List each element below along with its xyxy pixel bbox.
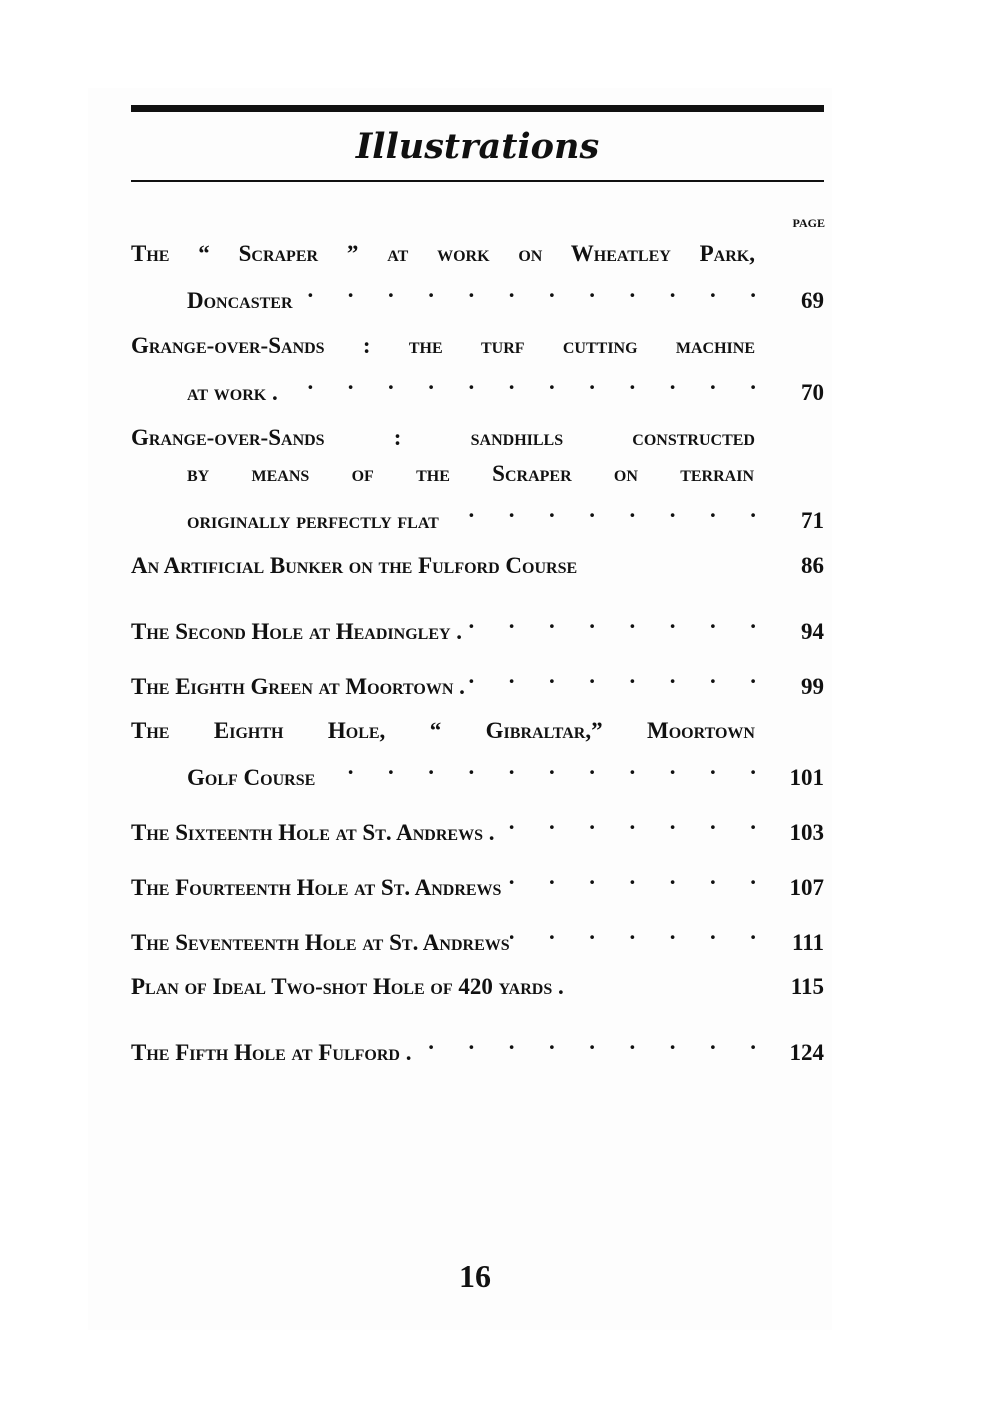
entry-text-line: The Eighth Hole, “ Gibraltar,” Moortown (131, 718, 755, 743)
entry-text-line: The Second Hole at Headingley . (131, 619, 463, 644)
entry-text-line: by means of the Scraper on terrain (187, 461, 754, 486)
entry-page-number: 86 (801, 553, 824, 578)
dot-leader (494, 804, 762, 840)
page-column-label: PAGE (792, 216, 825, 230)
header-thin-rule (131, 180, 824, 182)
entry-text-line: Golf Course (187, 765, 316, 790)
entry-text-line: The Sixteenth Hole at St. Andrews . (131, 820, 495, 845)
entry-text-line: Grange-over-Sands : sandhills constructed (131, 425, 755, 450)
dot-leader (465, 658, 762, 694)
entry-text-line: The Fifth Hole at Fulford . (131, 1040, 412, 1065)
entry-page-number: 101 (789, 765, 824, 790)
dot-leader (411, 1024, 762, 1060)
illustration-entry[interactable] (131, 420, 824, 533)
illustration-entry[interactable] (131, 328, 824, 405)
entry-text-line: The Fourteenth Hole at St. Andrews (131, 875, 502, 900)
entry-page-number: 107 (789, 875, 824, 900)
entry-text-line: The Eighth Green at Moortown . (131, 674, 465, 699)
entry-page-number: 103 (789, 820, 824, 845)
illustration-entry[interactable] (131, 603, 824, 644)
illustration-entry[interactable] (131, 1024, 824, 1065)
entry-text-line: Plan of Ideal Two-shot Hole of 420 yards . (131, 974, 564, 999)
page-title: Illustrations (355, 126, 600, 167)
entry-page-number: 69 (801, 288, 824, 313)
entry-text-line: Doncaster (187, 288, 293, 313)
entry-page-number: 71 (801, 508, 824, 533)
entry-text-line: at work . (187, 380, 278, 405)
entry-text-line: The Seventeenth Hole at St. Andrews (131, 930, 510, 955)
illustration-entry[interactable] (131, 236, 824, 313)
entry-text-line: The “ Scraper ” at work on Wheatley Park, (131, 241, 755, 266)
entry-page-number: 124 (789, 1040, 824, 1065)
dot-leader (293, 272, 762, 308)
entry-page-number: 111 (792, 930, 824, 955)
header-thick-rule (131, 105, 824, 112)
entry-text-line: An Artificial Bunker on the Fulford Course (131, 553, 578, 578)
dot-leader (501, 859, 762, 895)
entry-page-number: 70 (801, 380, 824, 405)
illustration-entry[interactable] (131, 859, 824, 900)
entry-page-number: 115 (790, 974, 824, 999)
illustration-entry[interactable] (131, 969, 824, 1005)
dot-leader (462, 603, 762, 639)
folio-page-number: 16 (459, 1258, 491, 1294)
illustration-entry[interactable] (131, 548, 824, 584)
illustration-entry[interactable] (131, 658, 824, 699)
entry-page-number: 94 (801, 619, 824, 644)
dot-leader (278, 364, 762, 400)
illustration-entry[interactable] (131, 804, 824, 845)
illustration-entry[interactable] (131, 713, 824, 790)
entry-text-line: Grange-over-Sands : the turf cutting machine (131, 333, 755, 358)
entry-text-line: originally perfectly flat (187, 508, 439, 533)
dot-leader (315, 749, 762, 785)
dot-leader (439, 492, 762, 528)
entry-page-number: 99 (801, 674, 824, 699)
dot-leader (510, 914, 762, 950)
illustration-entry[interactable] (131, 914, 824, 955)
